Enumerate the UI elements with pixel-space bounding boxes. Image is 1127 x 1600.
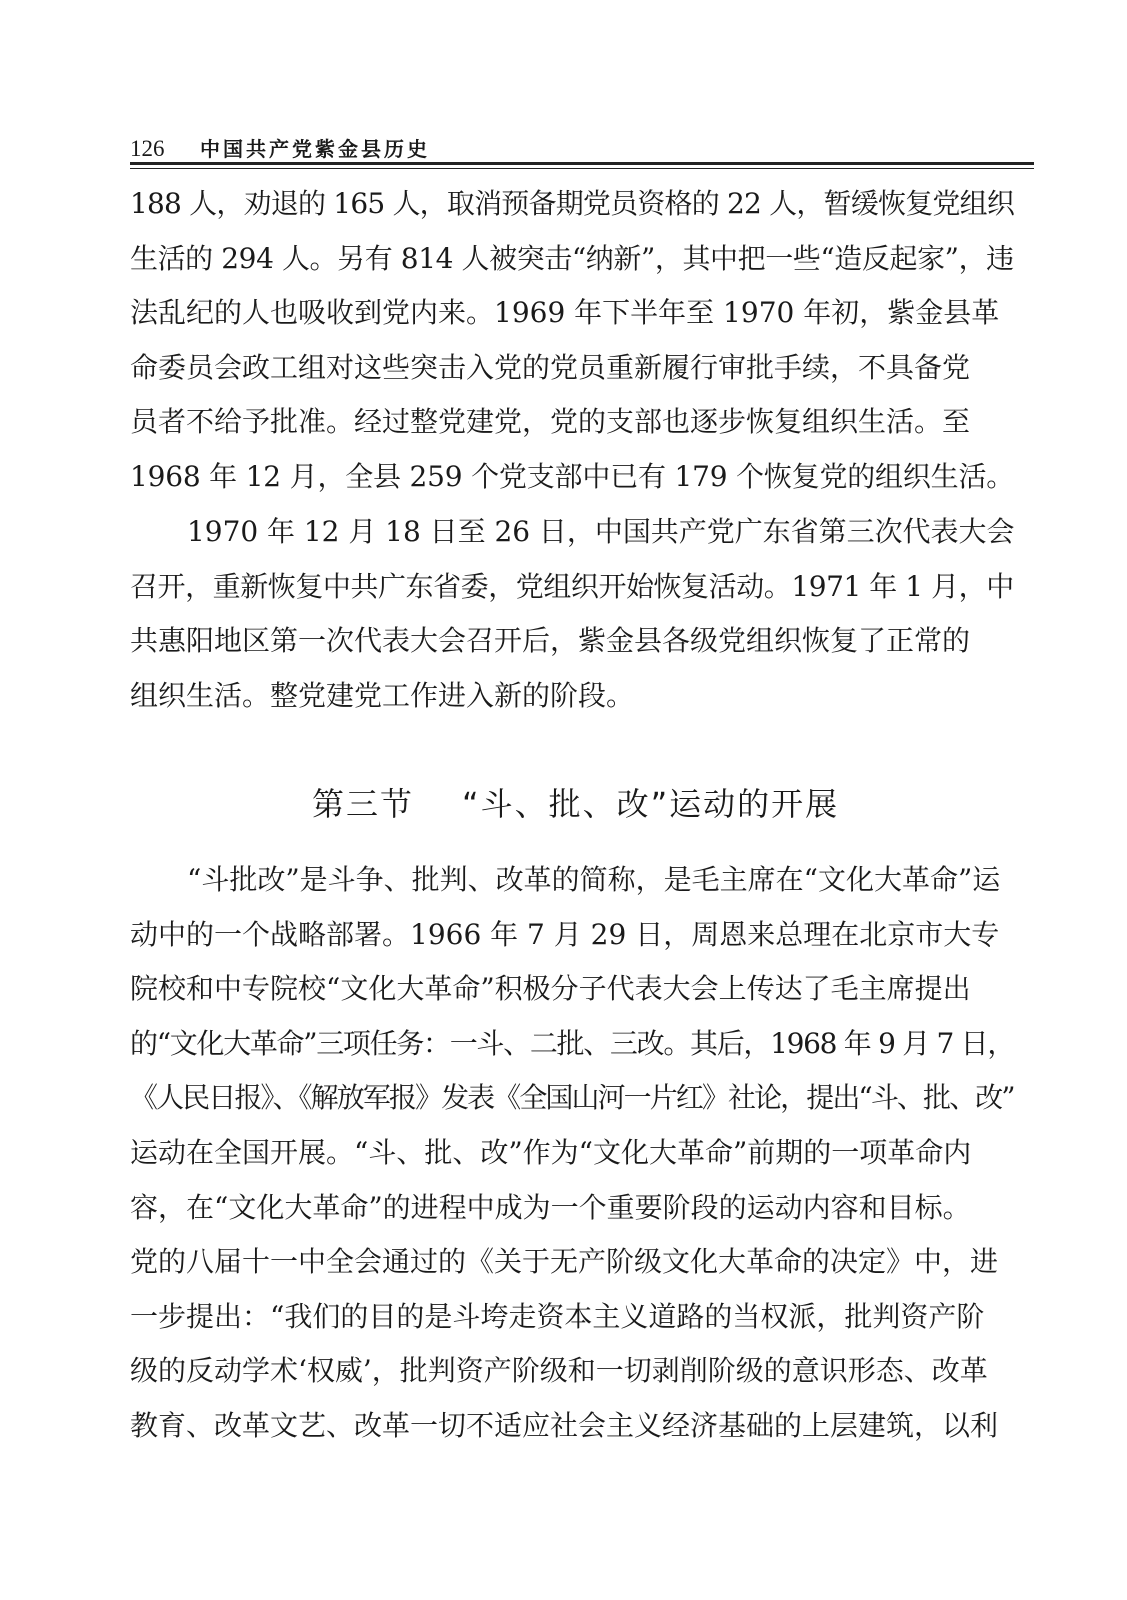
text-line: 级的反动学术‘权威’，批判资产阶级和一切剥削阶级的意识形态、改革	[130, 1354, 988, 1387]
text-line: 命委员会政工组对这些突击入党的党员重新履行审批手续，不具备党	[130, 351, 971, 384]
text-line: 院校和中专院校“文化大革命”积极分子代表大会上传达了毛主席提出	[130, 972, 971, 1005]
book-title: 中国共产党紫金县历史	[200, 137, 430, 161]
text-line: 运动在全国开展。“斗、批、改”作为“文化大革命”前期的一项革命内	[130, 1136, 972, 1169]
text-line: 召开，重新恢复中共广东省委，党组织开始恢复活动。1971 年 1 月，中	[130, 570, 1014, 603]
section-heading	[0, 782, 1127, 826]
text-line: 员者不给予批准。经过整党建党，党的支部也逐步恢复组织生活。至	[130, 405, 971, 438]
page-number: 126	[130, 136, 165, 161]
text-line: 党的八届十一中全会通过的《关于无产阶级文化大革命的决定》中，进	[130, 1245, 999, 1278]
text-line: 法乱纪的人也吸收到党内来。1969 年下半年至 1970 年初，紫金县革	[130, 296, 1000, 329]
text-line: 1970 年 12 月 18 日至 26 日，中国共产党广东省第三次代表大会	[187, 515, 1014, 548]
text-line: 动中的一个战略部署。1966 年 7 月 29 日，周恩来总理在北京市大专	[130, 918, 1000, 951]
running-head	[130, 132, 1030, 166]
text-line: 组织生活。整党建党工作进入新的阶段。	[130, 679, 635, 712]
text-line: 1968 年 12 月，全县 259 个党支部中已有 179 个恢复党的组织生活。	[130, 460, 1015, 493]
text-line: 《人民日报》、《解放军报》发表《全国山河一片红》社论，提出“斗、批、改”	[130, 1081, 1014, 1114]
header-rule-thin	[130, 168, 1034, 169]
text-line: 容，在“文化大革命”的进程中成为一个重要阶段的运动内容和目标。	[130, 1191, 971, 1224]
section-title: “斗、批、改”运动的开展	[462, 785, 840, 823]
text-line: 的“文化大革命”三项任务：一斗、二批、三改。其后，1968 年 9 月 7 日，	[130, 1027, 1014, 1060]
text-line: 188 人，劝退的 165 人，取消预备期党员资格的 22 人，暂缓恢复党组织	[130, 187, 1014, 220]
text-line: “斗批改”是斗争、批判、改革的简称，是毛主席在“文化大革命”运	[187, 863, 1001, 896]
text-line: 教育、改革文艺、改革一切不适应社会主义经济基础的上层建筑，以利	[130, 1409, 999, 1442]
section-number: 第三节	[312, 785, 415, 823]
text-line: 共惠阳地区第一次代表大会召开后，紫金县各级党组织恢复了正常的	[130, 624, 971, 657]
text-line: 生活的 294 人。另有 814 人被突击“纳新”，其中把一些“造反起家”，违	[130, 242, 1014, 275]
text-line: 一步提出：“我们的目的是斗垮走资本主义道路的当权派，批判资产阶	[130, 1300, 985, 1333]
header-rule-thick	[130, 162, 1034, 165]
